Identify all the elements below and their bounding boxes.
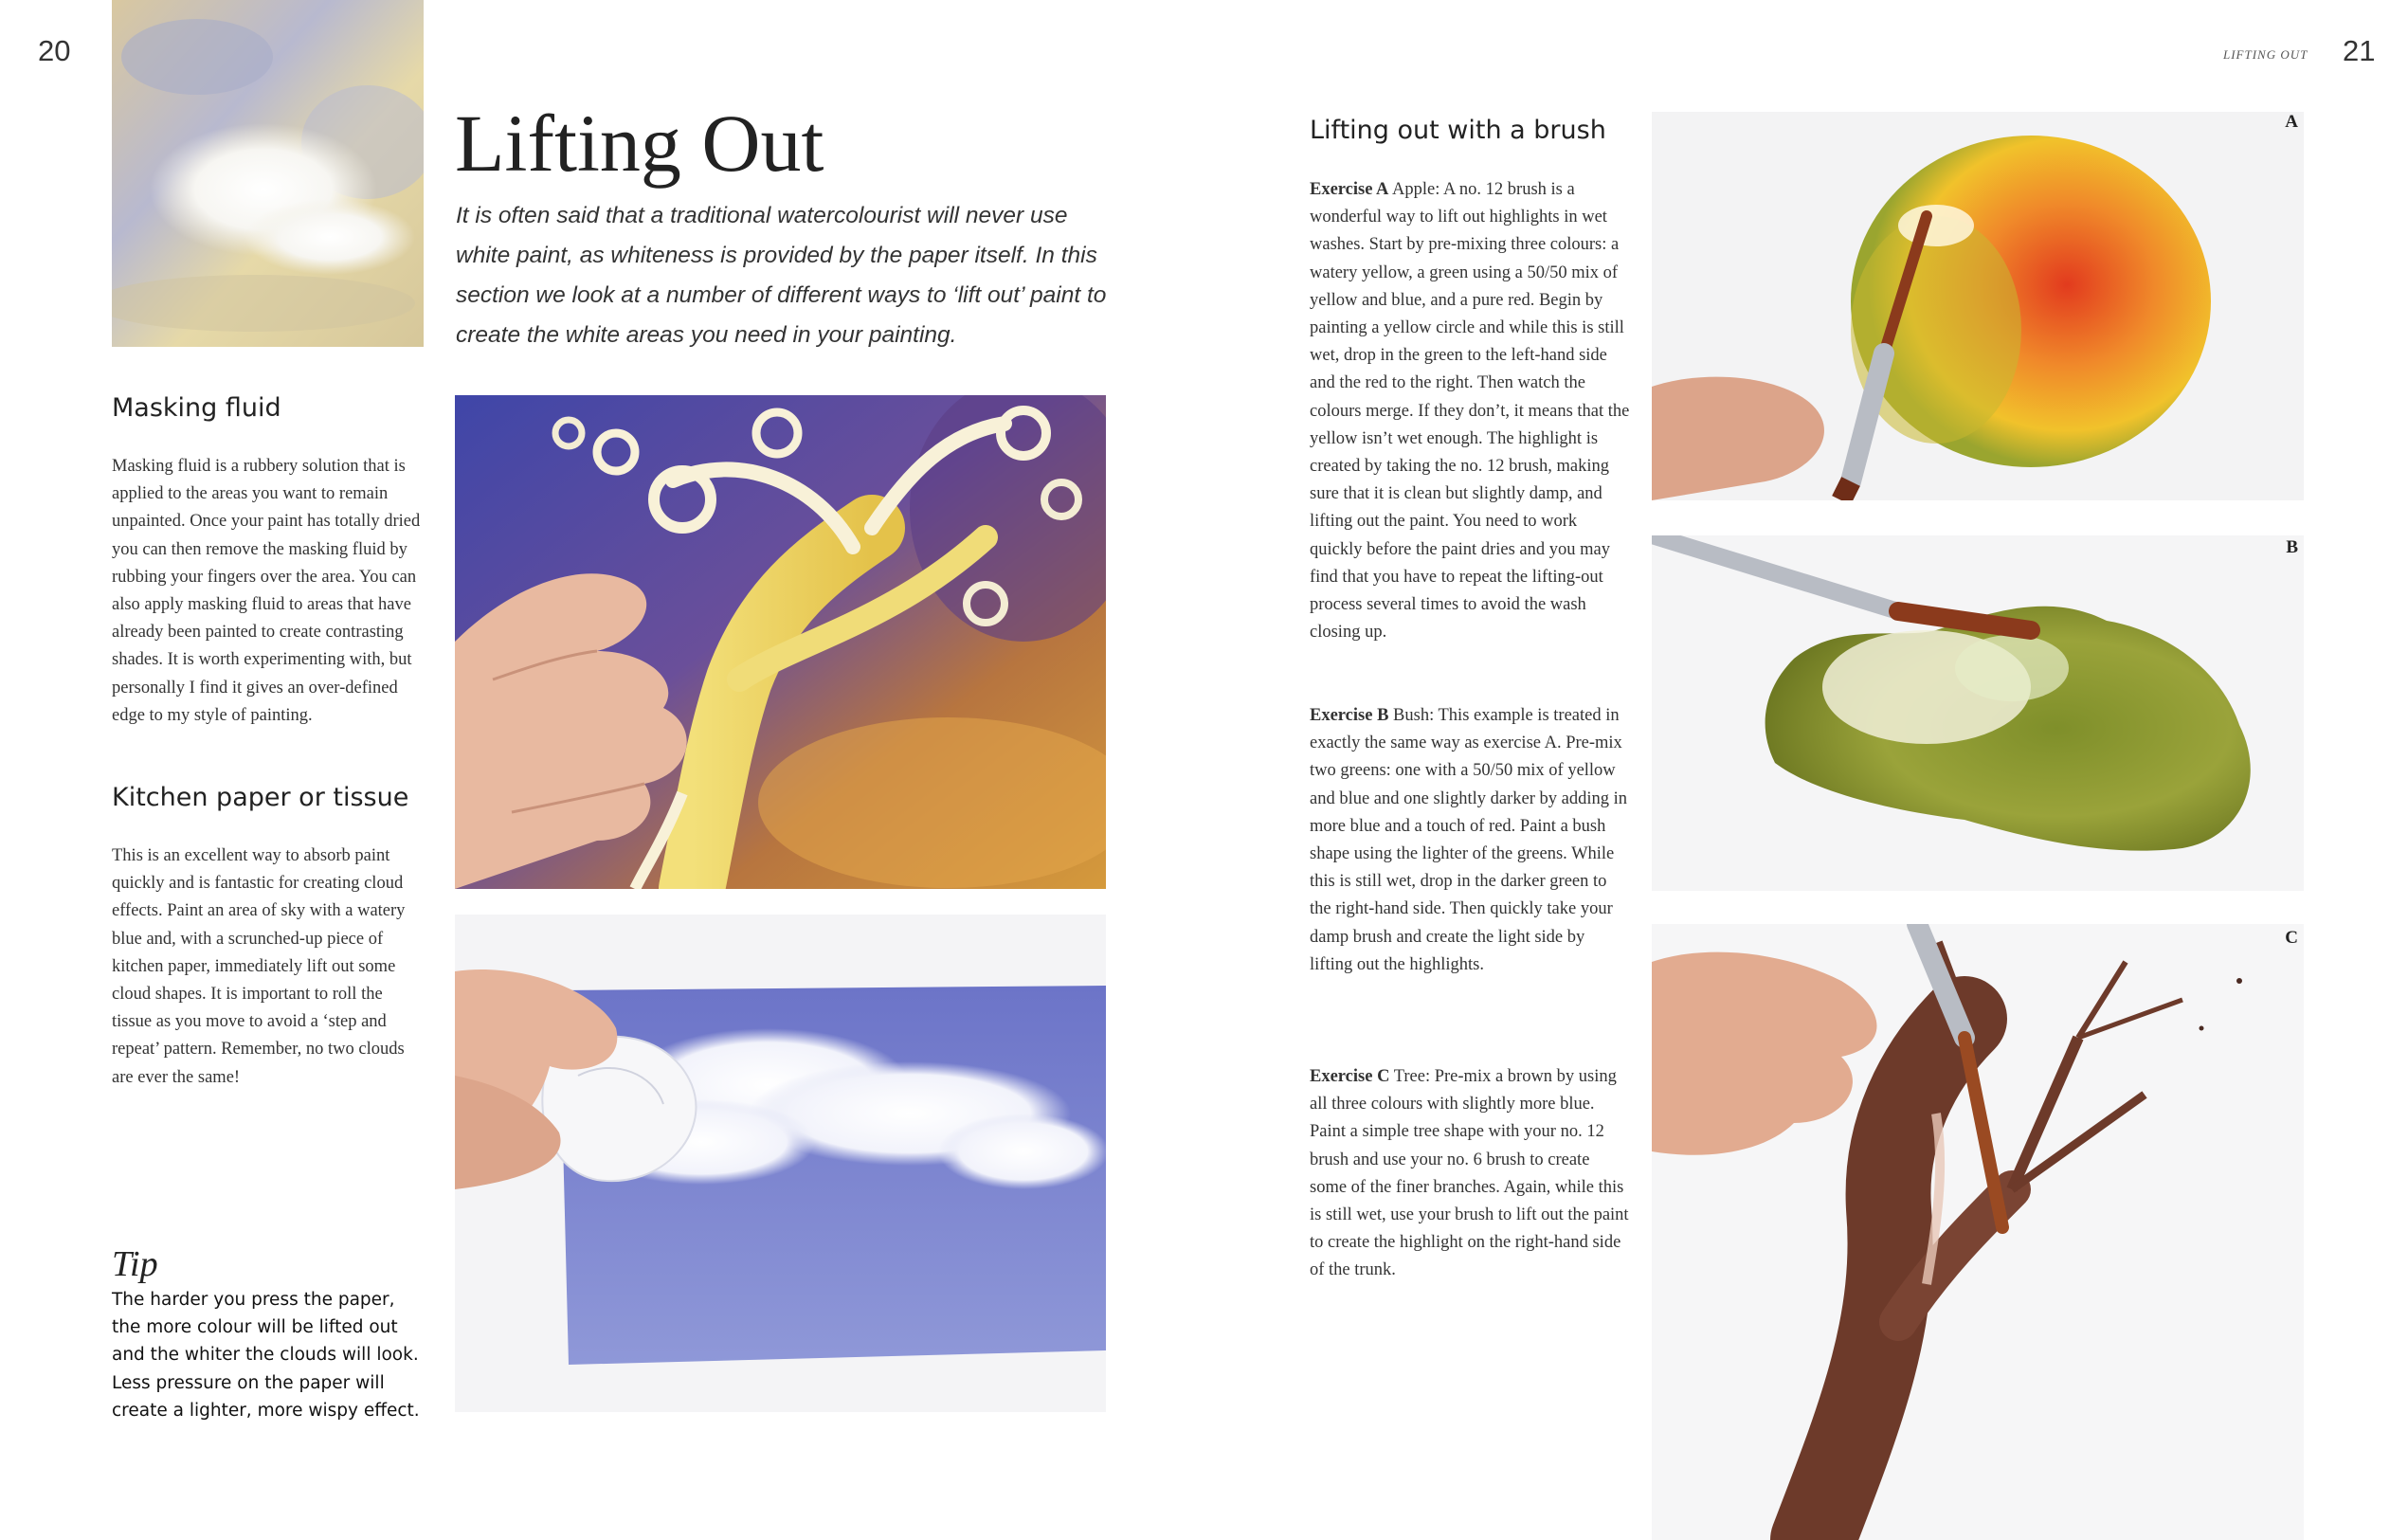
heading-lifting-brush: Lifting out with a brush [1310, 116, 1606, 145]
exercise-b-label: Exercise B [1310, 706, 1389, 725]
exercise-b-text [1310, 702, 1630, 979]
exercise-b-bush-photo [1652, 535, 2304, 891]
page-title: Lifting Out [455, 98, 824, 189]
exercise-a-body: Apple: A no. 12 brush is a wonderful way to lift out highlights in wet washes. Start by pre-mixing three colours: a watery yellow, a green using a 50/50 mix of yellow and blue, and a pure red. Begin by painting a yellow circle and while this is still wet, drop in the green to the left-hand side and the red to the right. Then watch the colours merge. If they don’t, it means that the yellow isn’t wet enough. The highlight is created by taking the no. 12 brush, making sure that it is clean but slightly damp, and lifting out the paint. You need to work quickly before the paint dries and you may find that you have to repeat the lifting-out process several times to avoid the wash closing up. [1310, 180, 1630, 643]
heading-masking-fluid: Masking fluid [112, 393, 281, 423]
sky-swatch-image [112, 0, 424, 347]
exercise-c-label: Exercise C [1310, 1067, 1390, 1086]
exercise-c-tree-photo [1652, 924, 2304, 1540]
running-head: LIFTING OUT [2223, 47, 2308, 62]
page-number-left: 20 [38, 34, 71, 67]
masking-fluid-tree-photo [455, 395, 1106, 889]
tip-text: The harder you press the paper, the more colour will be lifted out and the whiter the clouds will look. Less pressure on the paper will create a lighter, more wispy effect. [112, 1290, 420, 1421]
photo-label-b: B [2286, 537, 2298, 557]
exercise-c-body: Tree: Pre-mix a brown by using all three colours with slightly more blue. Paint a simple tree shape with your no. 12 brush and use your no. 6 brush to create some of the finer branches. Again, while this is still wet, use your brush to lift out the paint to create the highlight on the right-hand side of the trunk. [1310, 1067, 1629, 1280]
exercise-a-label: Exercise A [1310, 180, 1389, 199]
exercise-a-apple-photo [1652, 112, 2304, 500]
exercise-c-text [1310, 1063, 1630, 1285]
body-kitchen-paper: This is an excellent way to absorb paint quickly and is fantastic for creating cloud effects. Paint an area of sky with a watery blue and, with a scrunched-up piece of kitchen paper, immediately lift out some cloud shapes. It is important to roll the tissue as you move to avoid a ‘step and repeat’ pattern. Remember, no two clouds are ever the same! [112, 846, 406, 1087]
photo-label-c: C [2285, 928, 2298, 948]
exercise-b-body: Bush: This example is treated in exactly the same way as exercise A. Pre-mix two greens: one with a 50/50 mix of yellow and blue and one slightly darker by adding in more blue and a touch of red. Paint a bush shape using the lighter of the greens. While this is still wet, drop in the darker green to the right-hand side. Then quickly take your damp brush and create the light side by lifting out the highlights. [1310, 706, 1627, 974]
kitchen-paper-clouds-photo [455, 915, 1106, 1412]
photo-label-a: A [2285, 112, 2298, 132]
intro-text: It is often said that a traditional watercolourist will never use white paint, as whiteness is provided by the paper itself. In this section we look at a number of different ways to ‘lift out’ paint to create the white areas you need in your painting. [456, 203, 1107, 348]
page-number-right: 21 [2343, 34, 2376, 67]
body-masking-fluid: Masking fluid is a rubbery solution that is applied to the areas you want to remain unpainted. Once your paint has totally dried you can then remove the masking fluid by rubbing your fingers over the area. You can also apply masking fluid to areas that have already been painted to create contrasting shades. It is worth experimenting with, but personally I find it gives an over-defined edge to my style of painting. [112, 457, 421, 725]
right-page [1204, 0, 2408, 1540]
heading-kitchen-paper: Kitchen paper or tissue [112, 783, 409, 812]
tip-title: Tip [112, 1244, 158, 1284]
exercise-a-text [1310, 176, 1630, 646]
